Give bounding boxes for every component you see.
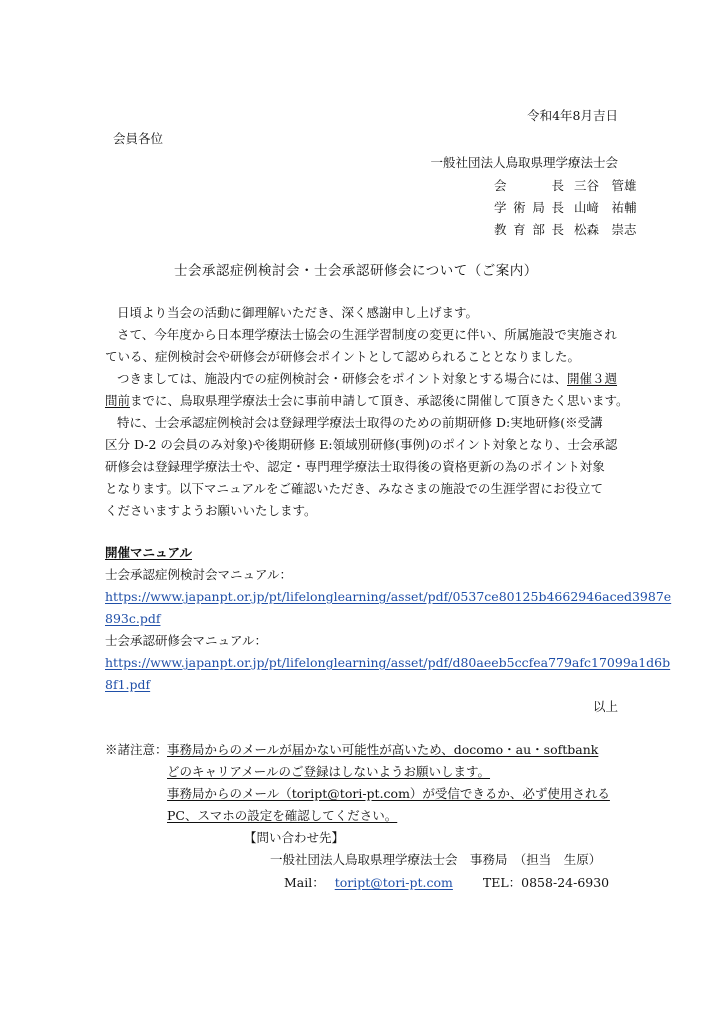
body-p2-line: ている、症例検討会や研修会が研修会ポイントとして認められることとなりました。: [105, 349, 581, 364]
body-p3-line: [117, 371, 617, 386]
body-text: つきましては、施設内での症例検討会・研修会をポイント対象とする場合には、: [117, 371, 568, 386]
body-p1: 日頃より当会の活動に御理解いただき、深く感謝申し上げます。: [117, 305, 479, 320]
addressee: 会員各位: [113, 131, 164, 146]
signatory-name: 山﨑 祐輔: [574, 200, 637, 215]
contact-line: [284, 875, 609, 890]
contact-tel: TEL：0858-24-6930: [482, 875, 610, 890]
notes-label: ※諸注意：: [105, 742, 168, 757]
notes-line: 事務局からのメールが届かない可能性が高いため、docomo・au・softbank: [167, 742, 599, 757]
body-p4-line: 研修会は登録理学療法士や、認定・専門理学療法士取得後の資格更新の為のポイント対象: [105, 459, 605, 474]
signatory-role: 会 長: [494, 178, 564, 193]
deadline-emphasis: 開催３週: [567, 371, 618, 386]
body-p4-line: くださいますようお願いいたします。: [105, 503, 317, 518]
document-title: 士会承認症例検討会・士会承認研修会について（ご案内）: [174, 263, 538, 279]
signatory-role: 学術局長: [494, 200, 564, 215]
case-manual-link[interactable]: https://www.japanpt.or.jp/pt/lifelonglearning/asset/pdf/0537ce80125b4662946aced3987e: [105, 589, 672, 604]
body-p4-line: となります。以下マニュアルをご確認いただき、みなさまの施設での生涯学習にお役立て: [105, 481, 604, 496]
sender-org: 一般社団法人鳥取県理学療法士会: [430, 155, 618, 170]
contact-mail-link[interactable]: toript@tori-pt.com: [334, 875, 453, 890]
signatory-academic: [494, 200, 637, 215]
training-manual-link[interactable]: 8f1.pdf: [105, 677, 151, 692]
closing-mark: 以上: [592, 699, 618, 714]
deadline-emphasis: 間前: [105, 393, 131, 408]
case-manual-label: 士会承認症例検討会マニュアル：: [105, 567, 293, 582]
signatory-name: 松森 崇志: [574, 222, 637, 237]
training-manual-label: 士会承認研修会マニュアル：: [105, 633, 268, 648]
issue-date: 令和4年8月吉日: [527, 108, 618, 123]
contact-heading: 【問い合わせ先】: [244, 830, 345, 845]
contact-org: 一般社団法人鳥取県理学療法士会 事務局 （担当 生原）: [270, 852, 602, 867]
notes-line: 事務局からのメール（toript@tori-pt.com）が受信できるか、必ず使用される: [167, 786, 610, 801]
signatory-president: [494, 178, 637, 193]
body-p3-line: [105, 393, 629, 408]
notes-line: どのキャリアメールのご登録はしないようお願いします。: [167, 764, 491, 779]
signatory-role: 教育部長: [494, 222, 564, 237]
notes-line: PC、スマホの設定を確認してください。: [167, 808, 398, 823]
signatory-education: [494, 222, 637, 237]
body-p4-line: 特に、士会承認症例検討会は登録理学療法士取得のための前期研修 D:実地研修(※受講: [117, 415, 603, 430]
training-manual-link[interactable]: https://www.japanpt.or.jp/pt/lifelonglearning/asset/pdf/d80aeeb5ccfea779afc17099a1d6b: [105, 655, 671, 670]
mail-label: Mail：: [284, 875, 325, 890]
signatory-name: 三谷 管雄: [574, 178, 637, 193]
body-text: までに、鳥取県理学療法士会に事前申請して頂き、承認後に開催して頂きたく思います。: [130, 393, 629, 408]
case-manual-link[interactable]: 893c.pdf: [105, 611, 161, 626]
body-p4-line: 区分 D-2 の会員のみ対象)や後期研修 E:領域別研修(事例)のポイント対象となり、士会承認: [105, 437, 618, 452]
manual-heading: 開催マニュアル: [105, 545, 193, 560]
body-p2-line: さて、今年度から日本理学療法士協会の生涯学習制度の変更に伴い、所属施設で実施され: [117, 327, 617, 342]
